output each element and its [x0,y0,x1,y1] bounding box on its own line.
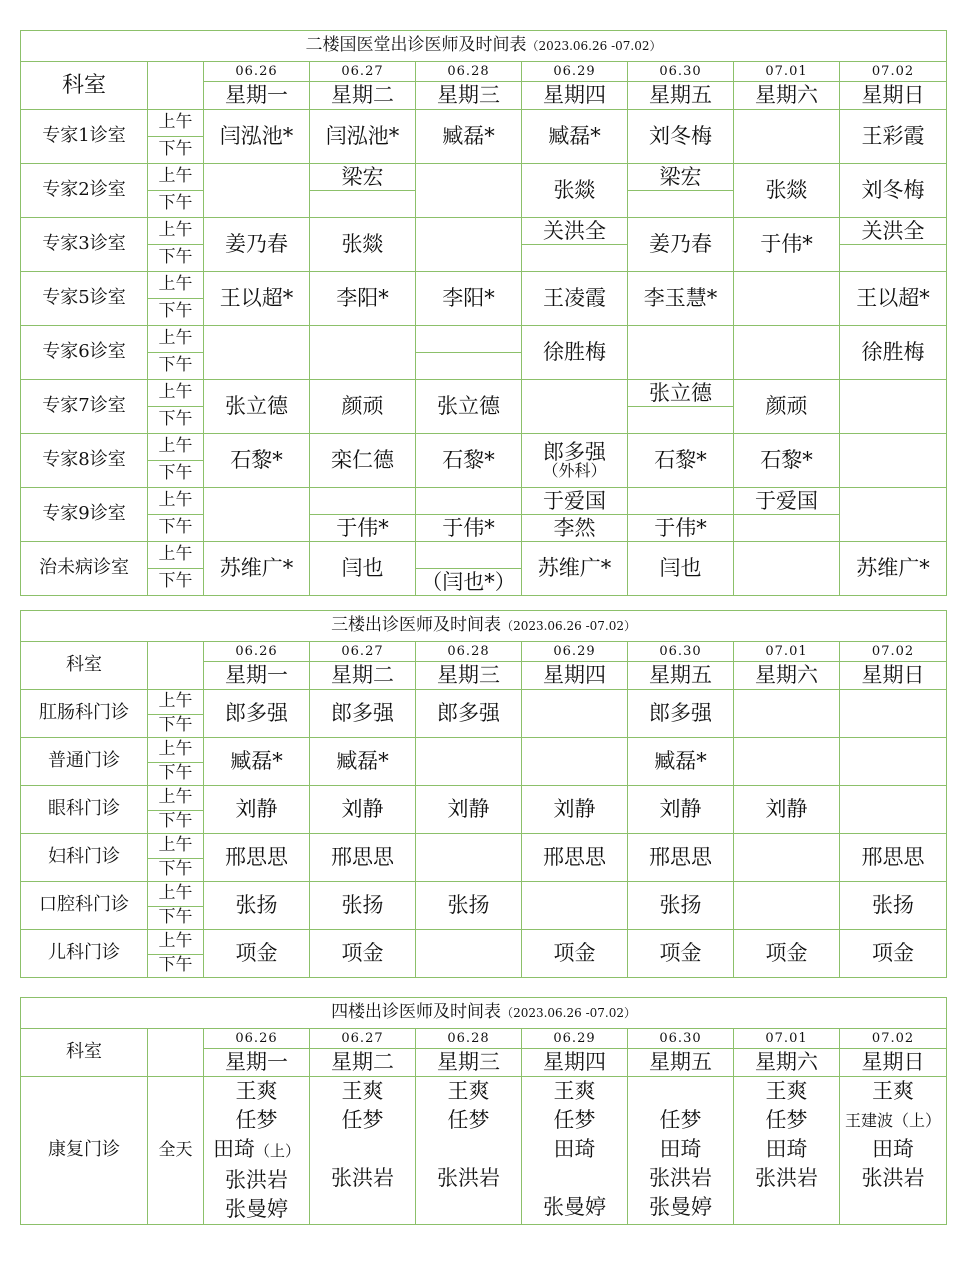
doctor-cell [734,110,840,164]
doctor-cell: 邢思思 [204,834,310,882]
weekday-cell: 星期六 [734,82,840,110]
am-label: 上午 [148,882,204,907]
doctor-name: 王爽 [341,1079,384,1103]
doctor-cell [522,738,628,786]
doctor-cell: 张燚 [522,164,628,218]
weekday-cell: 星期五 [628,662,734,690]
doctor-cell: 张立德 [416,380,522,434]
doctor-cell [734,272,840,326]
date-cell: 06.27 [310,642,416,662]
doctor-cell: 于伟* [628,515,734,542]
doctor-cell: 闫也 [628,542,734,596]
rehab-doctor-cell [416,1077,522,1225]
doctor-cell: 邢思思 [628,834,734,882]
date-cell: 06.27 [310,1029,416,1049]
doctor-name: 郎多强 [543,440,606,465]
date-cell: 06.26 [204,642,310,662]
am-label: 上午 [148,488,204,515]
empty-header-cell [148,62,204,110]
doctor-name: 任梦 [659,1108,702,1132]
doctor-cell [628,191,734,218]
doctor-cell: 于爱国 [734,488,840,515]
doctor-cell: 石黎* [734,434,840,488]
doctor-cell: 邢思思 [840,834,947,882]
date-cell: 06.27 [310,62,416,82]
doctor-cell: 臧磊* [522,110,628,164]
doctor-cell: 栾仁德 [310,434,416,488]
doctor-cell [628,488,734,515]
floor3-date-range: （2023.06.26 -07.02） [501,619,636,634]
doctor-cell [416,542,522,569]
doctor-cell [840,738,947,786]
date-cell: 07.02 [840,1029,947,1049]
doctor-cell: 臧磊* [628,738,734,786]
doctor-cell [204,164,310,218]
dept-cell: 专家5诊室 [21,272,148,326]
am-label: 上午 [148,380,204,407]
floor2-schedule-table [20,30,947,596]
doctor-cell: 闫泓池* [204,110,310,164]
doctor-cell [310,488,416,515]
doctor-cell: 王以超* [840,272,947,326]
weekday-cell: 星期二 [310,662,416,690]
dept-cell: 专家7诊室 [21,380,148,434]
doctor-name: 任梦 [235,1108,278,1132]
pm-label: 下午 [148,461,204,488]
pm-label: 下午 [148,955,204,978]
doctor-cell: 张扬 [204,882,310,930]
doctor-cell: 刘静 [204,786,310,834]
doctor-cell [522,434,628,488]
date-cell: 06.30 [628,62,734,82]
date-cell: 07.01 [734,62,840,82]
doctor-cell [416,164,522,218]
allday-label: 全天 [148,1077,204,1225]
date-cell: 06.28 [416,1029,522,1049]
rehab-doctor-cell [310,1077,416,1225]
doctor-cell: 刘冬梅 [840,164,947,218]
dept-cell: 专家8诊室 [21,434,148,488]
doctor-cell [734,882,840,930]
doctor-cell: 臧磊* [416,110,522,164]
rehab-doctor-cell [734,1077,840,1225]
date-cell: 07.01 [734,642,840,662]
doctor-cell: 张扬 [840,882,947,930]
weekday-cell: 星期一 [204,82,310,110]
doctor-cell [204,326,310,380]
floor2-title-text: 二楼国医堂出诊医师及时间表 [305,35,527,56]
doctor-name: 任梦 [765,1108,808,1132]
doctor-name: 张洪岩 [331,1166,394,1190]
weekday-cell: 星期四 [522,82,628,110]
dept-cell: 肛肠科门诊 [21,690,148,738]
doctor-name: 王爽 [553,1079,596,1103]
doctor-name: 张洪岩 [437,1166,500,1190]
doctor-name: 张曼婷 [225,1197,288,1221]
dept-cell: 眼科门诊 [21,786,148,834]
date-cell: 06.28 [416,642,522,662]
doctor-cell: 项金 [310,930,416,978]
pm-label: 下午 [148,191,204,218]
pm-label: 下午 [148,907,204,930]
doctor-cell [416,488,522,515]
date-cell: 06.28 [416,62,522,82]
doctor-cell: 于爱国 [522,488,628,515]
doctor-cell [840,690,947,738]
dept-cell: 口腔科门诊 [21,882,148,930]
doctor-name: 张曼婷 [649,1195,712,1219]
floor2-title [21,31,947,62]
pm-label: 下午 [148,299,204,326]
doctor-cell [416,930,522,978]
doctor-cell: 项金 [734,930,840,978]
doctor-name: 王爽 [765,1079,808,1103]
dept-header: 科室 [21,62,148,110]
doctor-cell: 石黎* [628,434,734,488]
floor4-title-text: 四楼出诊医师及时间表 [331,1002,502,1023]
doctor-cell [734,515,840,542]
date-cell: 07.02 [840,62,947,82]
doctor-name: 王爽 [235,1079,278,1103]
weekday-cell: 星期三 [416,1049,522,1077]
doctor-cell: 于伟* [310,515,416,542]
doctor-cell: 刘静 [416,786,522,834]
weekday-cell: 星期二 [310,82,416,110]
doctor-name: 张洪岩 [649,1166,712,1190]
pm-label: 下午 [148,407,204,434]
doctor-cell: （闫也*） [416,569,522,596]
doctor-am-mark: （上） [893,1111,942,1130]
doctor-cell [734,834,840,882]
am-label: 上午 [148,110,204,137]
rehab-doctor-cell [840,1077,947,1225]
doctor-cell [416,218,522,272]
doctor-cell: 张燚 [310,218,416,272]
weekday-cell: 星期六 [734,1049,840,1077]
doctor-cell: 臧磊* [204,738,310,786]
doctor-cell [840,434,947,488]
am-label: 上午 [148,164,204,191]
weekday-cell: 星期一 [204,662,310,690]
doctor-name: 田琦 [872,1137,915,1161]
doctor-cell: 徐胜梅 [522,326,628,380]
doctor-am-mark: （上） [254,1142,300,1160]
doctor-cell: 刘静 [310,786,416,834]
pm-label: 下午 [148,515,204,542]
doctor-cell [628,407,734,434]
doctor-name: 王爽 [447,1079,490,1103]
floor2-date-range: （2023.06.26 -07.02） [526,39,662,54]
dept-cell: 康复门诊 [21,1077,148,1225]
doctor-cell: 于伟* [416,515,522,542]
doctor-cell [310,191,416,218]
doctor-cell [840,245,947,272]
doctor-name: 任梦 [341,1108,384,1132]
dept-header: 科室 [21,642,148,690]
weekday-cell: 星期五 [628,82,734,110]
am-label: 上午 [148,272,204,299]
weekday-cell: 星期一 [204,1049,310,1077]
doctor-name: 任梦 [553,1108,596,1132]
rehab-doctor-cell [522,1077,628,1225]
floor3-title [21,611,947,642]
doctor-cell: 关洪全 [840,218,947,245]
doctor-cell [522,882,628,930]
doctor-cell: 刘静 [522,786,628,834]
doctor-cell: 颜顽 [310,380,416,434]
date-cell: 06.26 [204,62,310,82]
am-label: 上午 [148,218,204,245]
weekday-cell: 星期三 [416,82,522,110]
doctor-cell: 于伟* [734,218,840,272]
dept-cell: 儿科门诊 [21,930,148,978]
weekday-cell: 星期日 [840,1049,947,1077]
pm-label: 下午 [148,137,204,164]
doctor-cell [840,380,947,434]
blank-line [416,1135,521,1164]
pm-label: 下午 [148,859,204,882]
date-cell: 07.02 [840,642,947,662]
doctor-name: 田琦 [659,1137,702,1161]
am-label: 上午 [148,690,204,715]
doctor-cell [416,353,522,380]
dept-cell: 治未病诊室 [21,542,148,596]
doctor-cell: 李然 [522,515,628,542]
doctor-cell: 李阳* [416,272,522,326]
doctor-cell: 刘冬梅 [628,110,734,164]
am-label: 上午 [148,326,204,353]
doctor-cell: 郎多强 [310,690,416,738]
weekday-cell: 星期四 [522,662,628,690]
date-cell: 06.29 [522,642,628,662]
floor3-schedule-table [20,610,947,978]
doctor-cell: 张立德 [628,380,734,407]
doctor-name: 田琦 [553,1137,596,1161]
doctor-cell [416,834,522,882]
floor3-title-text: 三楼出诊医师及时间表 [331,615,502,636]
am-label: 上午 [148,738,204,763]
doctor-cell: 张扬 [310,882,416,930]
doctor-cell: 郎多强 [628,690,734,738]
date-cell: 06.29 [522,62,628,82]
weekday-cell: 星期四 [522,1049,628,1077]
doctor-cell [734,542,840,596]
doctor-cell: 张燚 [734,164,840,218]
doctor-cell: 王凌霞 [522,272,628,326]
doctor-cell: 苏维广* [522,542,628,596]
doctor-cell [416,738,522,786]
rehab-doctor-cell [204,1077,310,1225]
doctor-cell: 邢思思 [522,834,628,882]
doctor-name: 田琦 [765,1137,808,1161]
doctor-cell: 颜顽 [734,380,840,434]
doctor-cell [628,326,734,380]
date-cell: 07.01 [734,1029,840,1049]
doctor-name: 张曼婷 [543,1195,606,1219]
doctor-cell [734,690,840,738]
doctor-cell [310,326,416,380]
doctor-cell: 项金 [204,930,310,978]
doctor-cell: 石黎* [204,434,310,488]
doctor-cell: 臧磊* [310,738,416,786]
floor4-date-range: （2023.06.26 -07.02） [501,1006,636,1021]
doctor-cell: 李阳* [310,272,416,326]
doctor-cell: 王彩霞 [840,110,947,164]
doctor-cell: 项金 [628,930,734,978]
pm-label: 下午 [148,811,204,834]
doctor-cell [522,380,628,434]
doctor-cell: 徐胜梅 [840,326,947,380]
floor4-schedule-table [20,997,947,1225]
doctor-name-line [204,1135,309,1166]
floor4-title [21,998,947,1029]
pm-label: 下午 [148,245,204,272]
date-cell: 06.30 [628,642,734,662]
doctor-cell [522,690,628,738]
am-label: 上午 [148,542,204,569]
doctor-cell: 张扬 [628,882,734,930]
weekday-cell: 星期二 [310,1049,416,1077]
weekday-cell: 星期五 [628,1049,734,1077]
empty-header-cell [148,642,204,690]
dept-cell: 专家1诊室 [21,110,148,164]
pm-label: 下午 [148,569,204,596]
weekday-cell: 星期日 [840,662,947,690]
doctor-name: 张洪岩 [225,1168,288,1192]
pm-label: 下午 [148,763,204,786]
doctor-name: 张洪岩 [755,1166,818,1190]
dept-cell: 专家3诊室 [21,218,148,272]
doctor-note: （外科） [542,461,607,481]
doctor-cell: 邢思思 [310,834,416,882]
dept-cell: 普通门诊 [21,738,148,786]
doctor-cell [522,245,628,272]
doctor-cell: 苏维广* [840,542,947,596]
dept-cell: 妇科门诊 [21,834,148,882]
doctor-name-line [840,1106,946,1135]
am-label: 上午 [148,930,204,955]
doctor-cell: 苏维广* [204,542,310,596]
doctor-cell: 项金 [522,930,628,978]
doctor-cell [416,326,522,353]
doctor-name: 王建波 [845,1111,894,1130]
date-cell: 06.30 [628,1029,734,1049]
doctor-cell [734,326,840,380]
weekday-cell: 星期日 [840,82,947,110]
dept-cell: 专家2诊室 [21,164,148,218]
dept-cell: 专家9诊室 [21,488,148,542]
doctor-cell: 刘静 [628,786,734,834]
doctor-cell [204,488,310,542]
doctor-cell: 郎多强 [416,690,522,738]
doctor-name: 任梦 [447,1108,490,1132]
doctor-cell [734,738,840,786]
am-label: 上午 [148,786,204,811]
doctor-cell: 梁宏 [310,164,416,191]
rehab-doctor-cell [628,1077,734,1225]
weekday-cell: 星期六 [734,662,840,690]
dept-cell: 专家6诊室 [21,326,148,380]
pm-label: 下午 [148,353,204,380]
am-label: 上午 [148,834,204,859]
doctor-cell: 石黎* [416,434,522,488]
am-label: 上午 [148,434,204,461]
doctor-cell: 李玉慧* [628,272,734,326]
doctor-cell: 姜乃春 [204,218,310,272]
doctor-cell: 闫也 [310,542,416,596]
dept-header: 科室 [21,1029,148,1077]
doctor-cell: 姜乃春 [628,218,734,272]
empty-header-cell [148,1029,204,1077]
blank-line [628,1077,733,1106]
doctor-cell: 梁宏 [628,164,734,191]
doctor-name: 张洪岩 [861,1166,925,1190]
doctor-cell [840,786,947,834]
doctor-cell: 项金 [840,930,947,978]
doctor-cell: 张扬 [416,882,522,930]
doctor-cell: 张立德 [204,380,310,434]
date-cell: 06.26 [204,1029,310,1049]
doctor-cell: 刘静 [734,786,840,834]
weekday-cell: 星期三 [416,662,522,690]
doctor-cell: 郎多强 [204,690,310,738]
doctor-cell: 王以超* [204,272,310,326]
blank-line [310,1135,415,1164]
doctor-cell [840,488,947,542]
doctor-name: 田琦 [212,1137,255,1161]
pm-label: 下午 [148,715,204,738]
doctor-cell: 闫泓池* [310,110,416,164]
date-cell: 06.29 [522,1029,628,1049]
doctor-cell: 关洪全 [522,218,628,245]
doctor-name: 王爽 [872,1079,915,1103]
blank-line [522,1164,627,1193]
